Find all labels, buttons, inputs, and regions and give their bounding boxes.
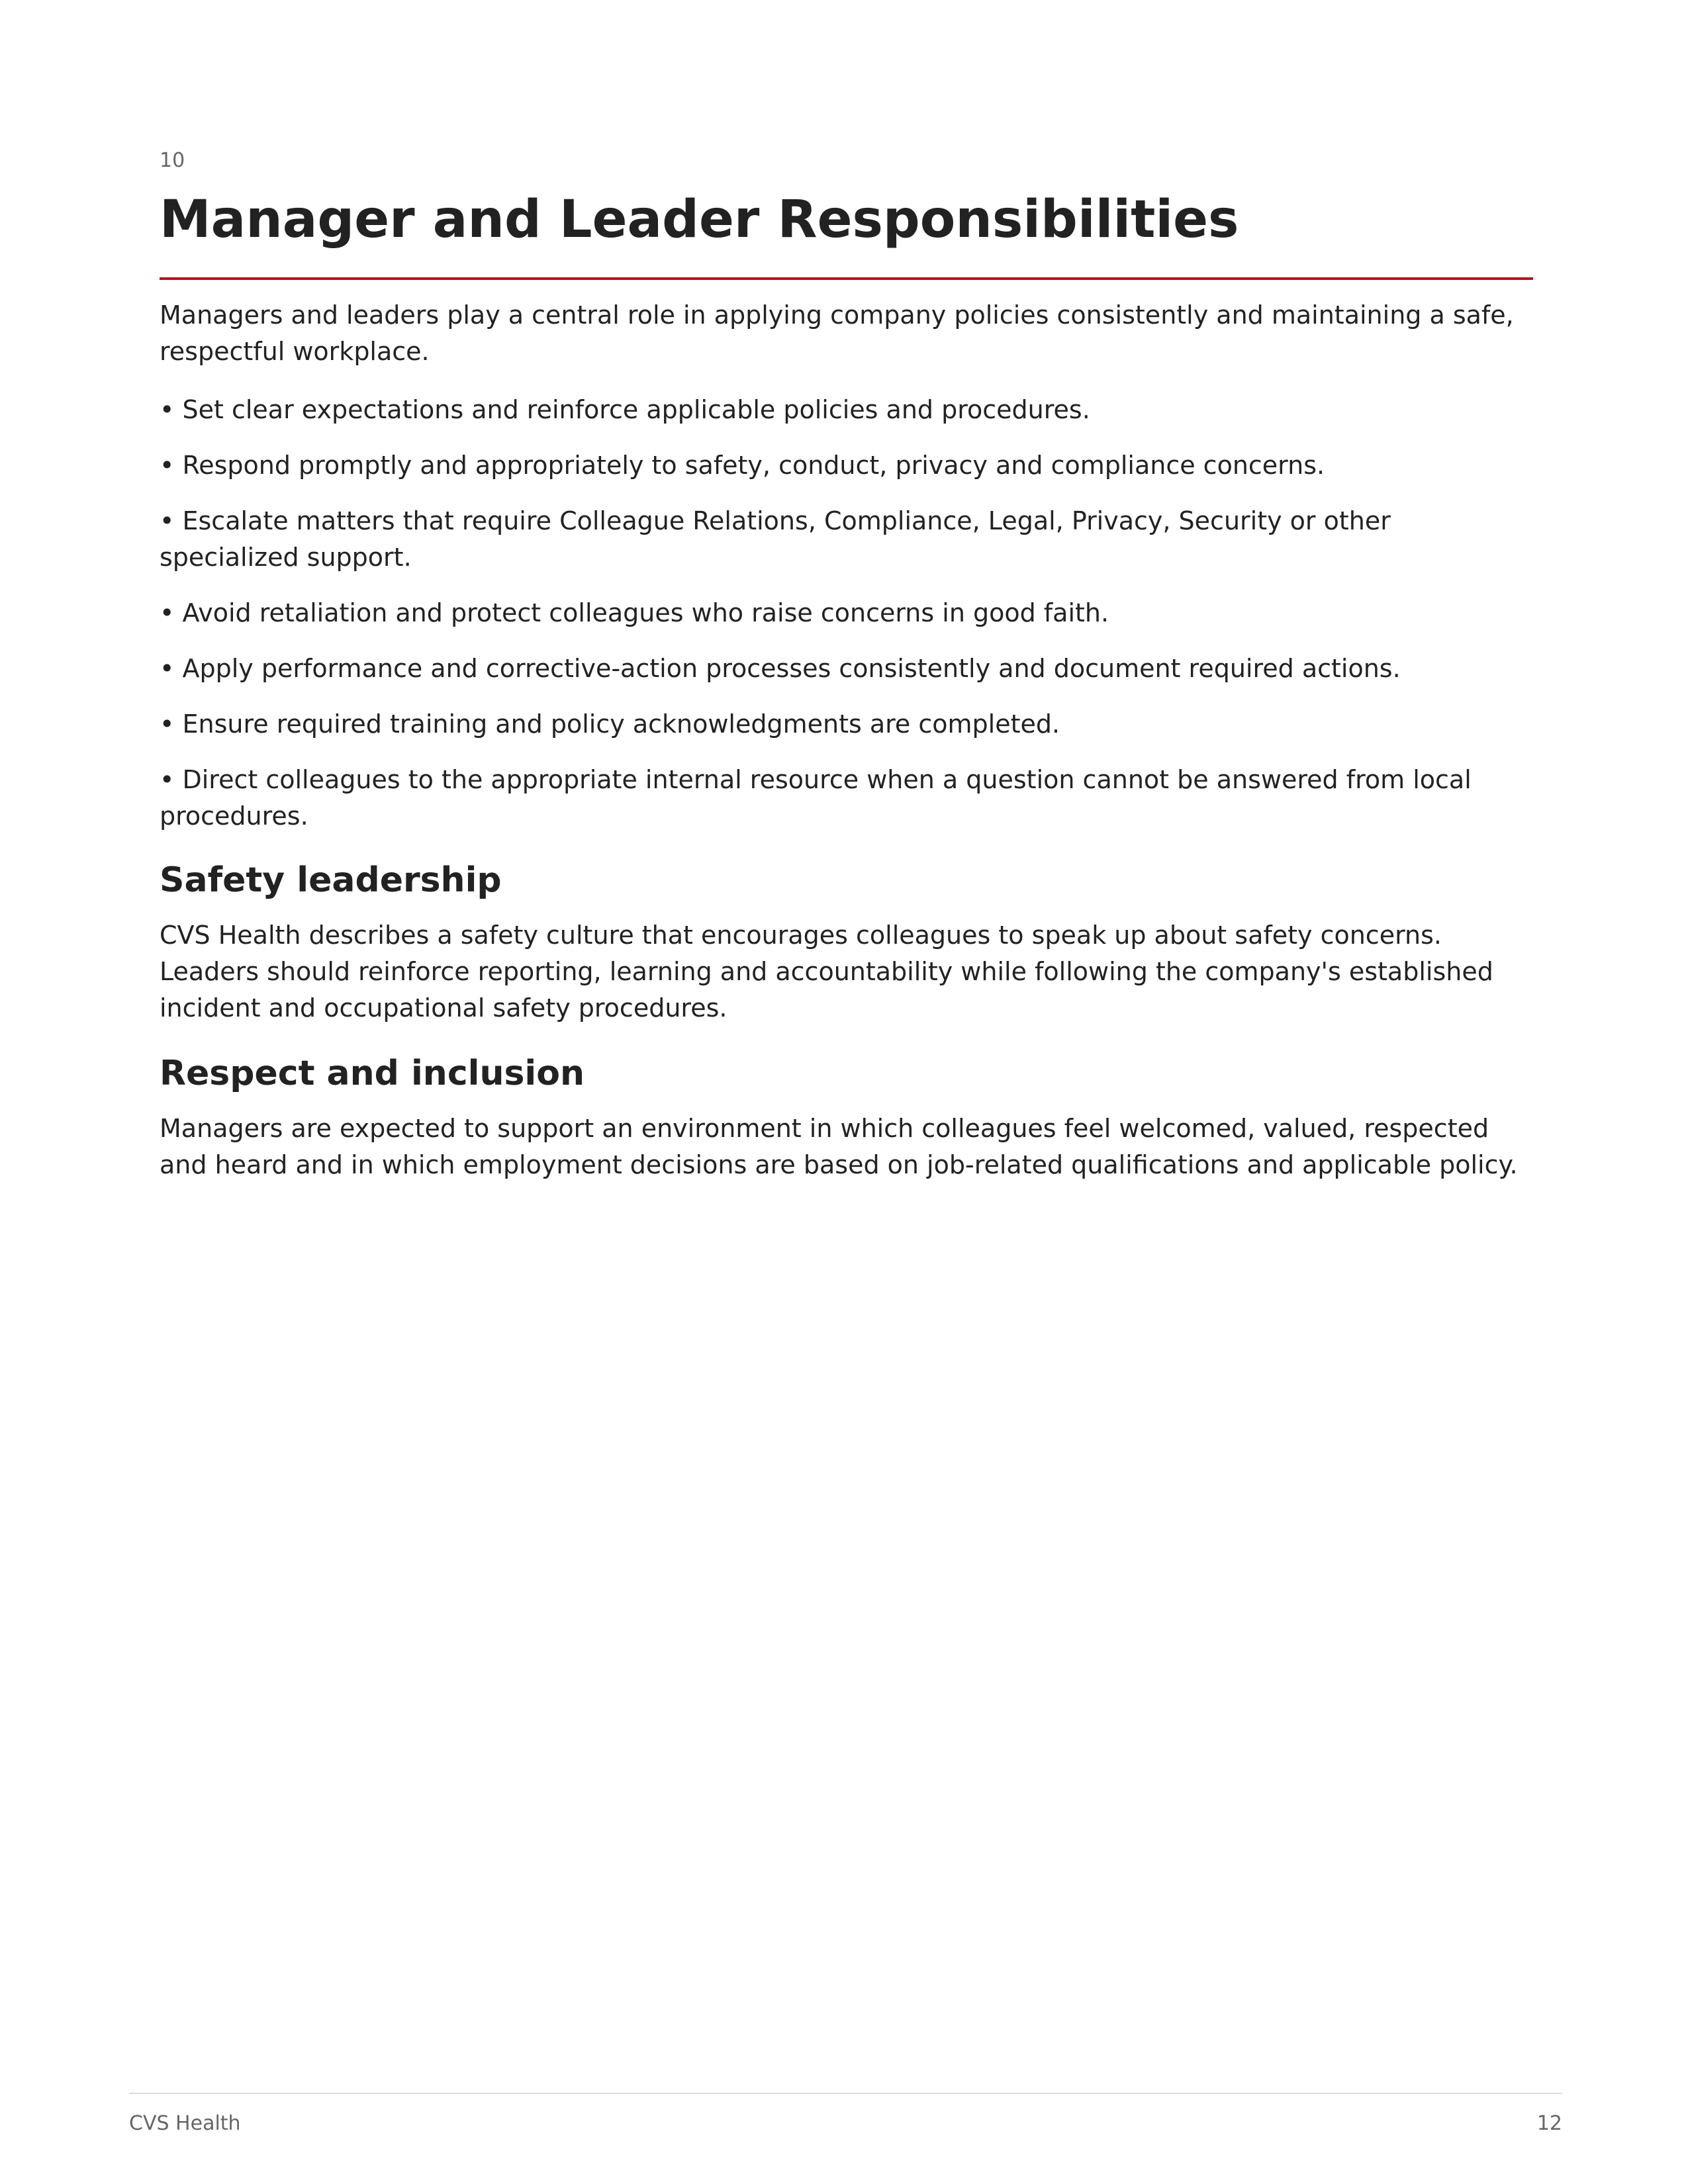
responsibilities-list bbox=[160, 392, 1533, 854]
section-heading-respect: Respect and inclusion bbox=[160, 1054, 585, 1093]
list-item: • Avoid retaliation and protect colleagues who raise concerns in good faith. bbox=[160, 598, 1109, 627]
page-title: Manager and Leader Responsibilities bbox=[160, 190, 1239, 250]
section-number: 10 bbox=[160, 149, 185, 172]
page-number: 12 bbox=[1536, 2112, 1562, 2135]
list-item: • Ensure required training and policy acknowledgments are completed. bbox=[160, 709, 1060, 739]
footer-company: CVS Health bbox=[129, 2112, 241, 2135]
title-divider bbox=[160, 277, 1533, 280]
list-item: • Escalate matters that require Colleague Relations, Compliance, Legal, Privacy, Security or other specialized support. bbox=[160, 506, 1391, 572]
list-item: • Set clear expectations and reinforce applicable policies and procedures. bbox=[160, 395, 1090, 424]
section-body-safety: CVS Health describes a safety culture that encourages colleagues to speak up about safety concerns. Leaders should reinforce reporting, learning and accountability while following the company's established incident and occupational safety procedures. bbox=[160, 921, 1493, 1023]
list-item: • Direct colleagues to the appropriate internal resource when a question cannot be answered from local procedures. bbox=[160, 765, 1472, 831]
section-heading-safety: Safety leadership bbox=[160, 860, 502, 900]
section-body-respect: Managers are expected to support an environment in which colleagues feel welcomed, valued, respected and heard and in which employment decisions are based on job-related qualifications and applicable policy. bbox=[160, 1114, 1518, 1179]
list-item: • Apply performance and corrective-action processes consistently and document required actions. bbox=[160, 654, 1401, 683]
intro-paragraph: Managers and leaders play a central role in applying company policies consistently and maintaining a safe, respectful workplace. bbox=[160, 300, 1514, 366]
footer-divider bbox=[129, 2093, 1562, 2094]
list-item: • Respond promptly and appropriately to safety, conduct, privacy and compliance concerns. bbox=[160, 451, 1325, 480]
